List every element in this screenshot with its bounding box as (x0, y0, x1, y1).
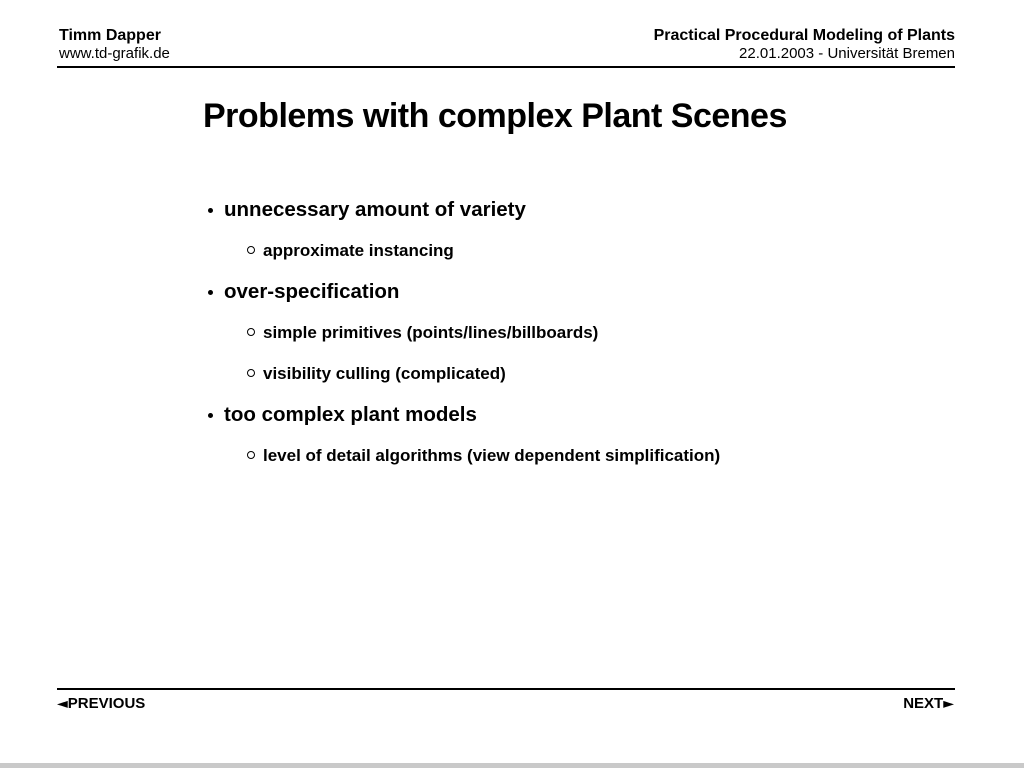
date-venue: 22.01.2003 - Universität Bremen (739, 45, 955, 62)
author-website: www.td-grafik.de (59, 45, 170, 62)
author-name: Timm Dapper (59, 27, 161, 44)
bullet-text: visibility culling (complicated) (263, 363, 506, 383)
bullet-text: too complex plant models (224, 402, 477, 426)
previous-link[interactable] (57, 695, 145, 713)
bullet-disc-icon (208, 290, 213, 295)
bullet-circle-icon (247, 328, 255, 336)
bullet-disc-icon (208, 413, 213, 418)
header-right (654, 26, 955, 63)
bullet-list (207, 189, 907, 476)
bullet-text: unnecessary amount of variety (224, 197, 526, 221)
footer-divider (57, 688, 955, 690)
bottom-window-edge (0, 763, 1024, 768)
next-link[interactable] (903, 695, 954, 713)
bullet-text: over-specification (224, 279, 400, 303)
bullet-subitem (207, 312, 907, 353)
header-divider (57, 66, 955, 68)
slide-title: Problems with complex Plant Scenes (203, 97, 787, 135)
bullet-text: approximate instancing (263, 240, 454, 260)
bullet-text: simple primitives (points/lines/billboards) (263, 322, 599, 342)
previous-arrow-icon: ◄ (57, 696, 68, 712)
bullet-subitem (207, 353, 907, 394)
previous-label: PREVIOUS (67, 695, 146, 712)
bullet-text: level of detail algorithms (view dependent simplification) (263, 445, 721, 465)
header-left (59, 26, 170, 63)
bullet-circle-icon (247, 451, 255, 459)
next-arrow-icon: ► (943, 696, 954, 712)
bullet-item (207, 189, 907, 230)
bullet-subitem (207, 435, 907, 476)
next-label: NEXT (903, 695, 944, 712)
bullet-item (207, 394, 907, 435)
bullet-subitem (207, 230, 907, 271)
bullet-circle-icon (247, 246, 255, 254)
bullet-circle-icon (247, 369, 255, 377)
bullet-disc-icon (208, 208, 213, 213)
presentation-title: Practical Procedural Modeling of Plants (653, 27, 955, 44)
bullet-item (207, 271, 907, 312)
